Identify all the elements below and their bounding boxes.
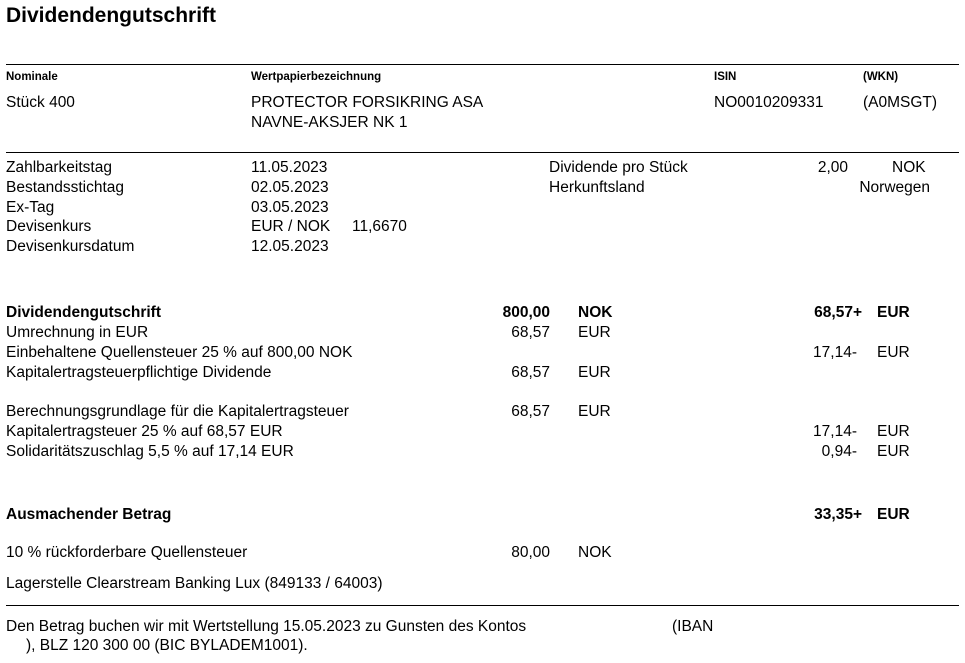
devisenkurs-pair: EUR / NOK [251,218,331,235]
devisenkursdatum-label: Devisenkursdatum [6,238,135,255]
grundlage-label: Berechnungsgrundlage für die Kapitalertragsteuer [6,403,349,420]
kapest-label: Kapitalertragsteuer 25 % auf 68,57 EUR [6,423,283,440]
gutschrift-total: 68,57+ [814,304,862,321]
devisenkursdatum-value: 12.05.2023 [251,238,329,255]
grundlage-currency: EUR [578,403,611,420]
herkunftsland-label: Herkunftsland [549,179,645,196]
dividende-currency: NOK [892,159,926,176]
gutschrift-amount: 800,00 [502,304,550,321]
booking-iban: (IBAN [672,618,714,635]
rueckforderbar-currency: NOK [578,544,612,561]
kapest-dividende-currency: EUR [578,364,611,381]
divider-middle [6,152,959,153]
umrechnung-amount: 68,57 [511,324,550,341]
divider-bottom [6,605,959,606]
umrechnung-label: Umrechnung in EUR [6,324,149,341]
col-header-isin: ISIN [714,71,737,83]
wkn-value: (A0MSGT) [863,94,938,111]
nominale-value: Stück 400 [6,94,75,111]
grundlage-amount: 68,57 [511,403,550,420]
rueckforderbar-label: 10 % rückforderbare Quellensteuer [6,544,248,561]
quellensteuer-total: 17,14- [813,344,857,361]
zahlbarkeitstag-label: Zahlbarkeitstag [6,159,112,176]
kapest-dividende-amount: 68,57 [511,364,550,381]
col-header-wkn: (WKN) [863,71,899,83]
ausmachender-betrag-label: Ausmachender Betrag [6,506,172,523]
devisenkurs-label: Devisenkurs [6,218,92,235]
bestandsstichtag-value: 02.05.2023 [251,179,329,196]
divider-top [6,64,959,65]
booking-line2: ), BLZ 120 300 00 (BIC BYLADEM1001). [26,637,308,654]
dividende-label: Dividende pro Stück [549,159,688,176]
kapest-currency: EUR [877,423,910,440]
security-name-line1: PROTECTOR FORSIKRING ASA [251,94,484,111]
gutschrift-label: Dividendengutschrift [6,304,162,321]
dividende-value: 2,00 [817,159,848,176]
umrechnung-currency: EUR [578,324,611,341]
bestandsstichtag-label: Bestandsstichtag [6,179,125,196]
col-header-nominale: Nominale [6,71,58,83]
ausmachender-betrag-currency: EUR [877,506,910,523]
kapest-dividende-label: Kapitalertragsteuerpflichtige Dividende [6,364,272,381]
col-header-wertpapier: Wertpapierbezeichnung [251,71,382,83]
soli-label: Solidaritätszuschlag 5,5 % auf 17,14 EUR [6,443,294,460]
document-title: Dividendengutschrift [6,4,217,27]
security-name-line2: NAVNE-AKSJER NK 1 [251,114,408,131]
lagerstelle-text: Lagerstelle Clearstream Banking Lux (849133 / 64003) [6,575,383,592]
quellensteuer-label: Einbehaltene Quellensteuer 25 % auf 800,00 NOK [6,344,353,361]
gutschrift-currency: NOK [578,304,613,321]
quellensteuer-currency: EUR [877,344,910,361]
soli-currency: EUR [877,443,910,460]
gutschrift-total-currency: EUR [877,304,910,321]
ausmachender-betrag-total: 33,35+ [814,506,862,523]
booking-line1: Den Betrag buchen wir mit Wertstellung 15.05.2023 zu Gunsten des Kontos [6,618,527,635]
soli-total: 0,94- [821,443,857,460]
isin-value: NO0010209331 [714,94,824,111]
rueckforderbar-amount: 80,00 [511,544,550,561]
extag-value: 03.05.2023 [251,199,329,216]
devisenkurs-value: 11,6670 [352,218,407,235]
herkunftsland-value: Norwegen [859,179,930,196]
zahlbarkeitstag-value: 11.05.2023 [251,159,328,176]
kapest-total: 17,14- [813,423,857,440]
extag-label: Ex-Tag [6,199,55,216]
